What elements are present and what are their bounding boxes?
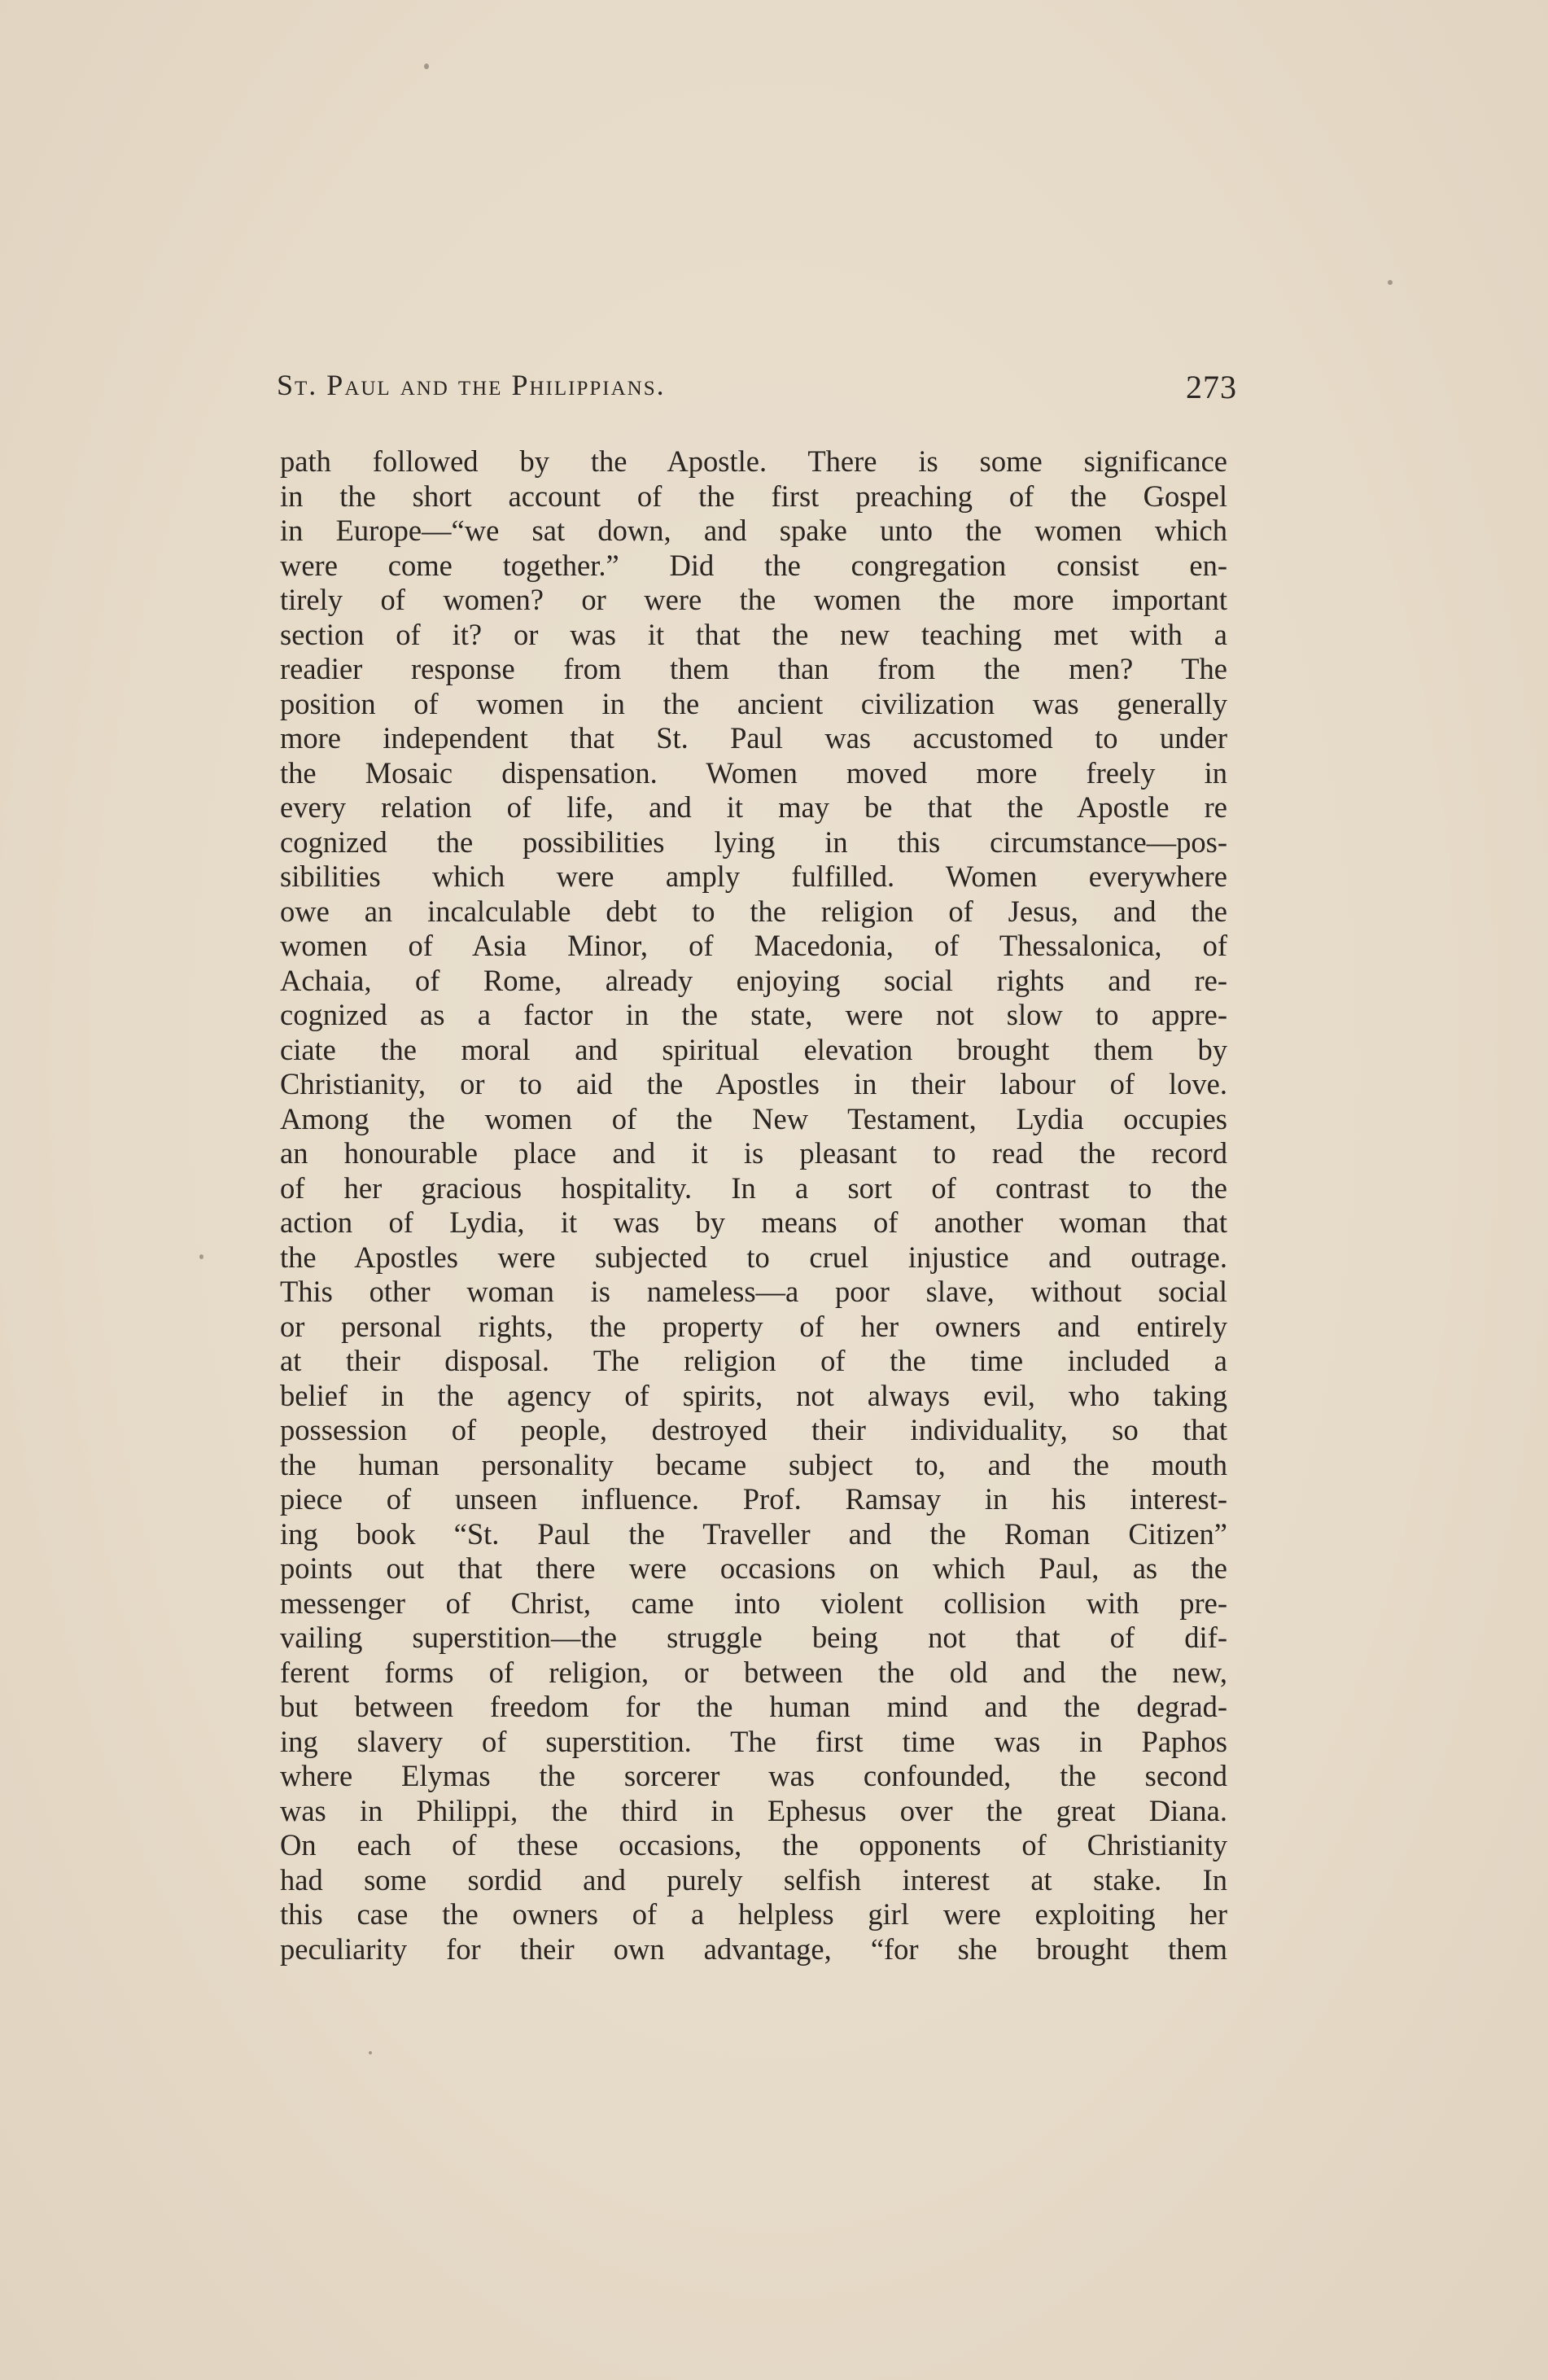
text-line: every relation of life, and it may be that the Apostle re xyxy=(280,790,1227,824)
text-line: where Elymas the sorcerer was confounded, the second xyxy=(280,1759,1227,1792)
text-line: possession of people, destroyed their individuality, so that xyxy=(280,1413,1227,1446)
text-line: this case the owners of a helpless girl were exploiting her xyxy=(280,1897,1227,1931)
text-line: the Mosaic dispensation. Women moved more freely in xyxy=(280,755,1227,790)
text-line: vailing superstition—the struggle being not that of dif- xyxy=(280,1621,1227,1654)
text-line: of her gracious hospitality. In a sort of contrast to the xyxy=(280,1170,1227,1205)
paper-speck xyxy=(1388,280,1393,285)
text-line: in the short account of the first preaching of the Gospel xyxy=(280,479,1227,513)
text-line: ing slavery of superstition. The first time was in Paphos xyxy=(280,1724,1227,1758)
text-line: were come together.” Did the congregation consist en- xyxy=(280,548,1227,582)
text-line: peculiarity for their own advantage, “for she brought them xyxy=(280,1932,1227,1966)
page-number: 273 xyxy=(1186,369,1237,405)
text-line: readier response from them than from the men? The xyxy=(280,652,1227,685)
paper-speck xyxy=(369,2051,372,2054)
text-line: ferent forms of religion, or between the old and the new, xyxy=(280,1655,1227,1689)
text-line: cognized the possibilities lying in this circumstance—pos- xyxy=(280,825,1227,859)
text-line: Christianity, or to aid the Apostles in their labour of love. xyxy=(280,1067,1227,1100)
text-line: cognized as a factor in the state, were not slow to appre- xyxy=(280,998,1227,1031)
text-line: ciate the moral and spiritual elevation brought them by xyxy=(280,1032,1227,1066)
text-line: messenger of Christ, came into violent collision with pre- xyxy=(280,1586,1227,1620)
text-line: was in Philippi, the third in Ephesus over the great Diana. xyxy=(280,1793,1227,1827)
text-line: piece of unseen influence. Prof. Ramsay in his interest- xyxy=(280,1482,1227,1516)
text-line: an honourable place and it is pleasant to read the record xyxy=(280,1136,1227,1170)
text-line: On each of these occasions, the opponents of Christianity xyxy=(280,1828,1227,1862)
paper-speck xyxy=(199,1254,203,1259)
text-line: more independent that St. Paul was accustomed to under xyxy=(280,721,1227,755)
text-line: but between freedom for the human mind and the degrad- xyxy=(280,1690,1227,1723)
body-text xyxy=(280,444,1227,1967)
text-line: women of Asia Minor, of Macedonia, of Thessalonica, of xyxy=(280,929,1227,962)
text-line: the Apostles were subjected to cruel injustice and outrage. xyxy=(280,1240,1227,1274)
text-line: in Europe—“we sat down, and spake unto the women which xyxy=(280,514,1227,547)
text-line: at their disposal. The religion of the time included a xyxy=(280,1344,1227,1377)
text-line: belief in the agency of spirits, not always evil, who taking xyxy=(280,1378,1227,1412)
paper-speck xyxy=(424,63,429,69)
text-line: section of it? or was it that the new teaching met with a xyxy=(280,617,1227,651)
text-line: sibilities which were amply fulfilled. Women everywhere xyxy=(280,860,1227,893)
text-line: path followed by the Apostle. There is some significance xyxy=(280,444,1227,478)
text-line: owe an incalculable debt to the religion of Jesus, and the xyxy=(280,894,1227,928)
text-line: or personal rights, the property of her owners and entirely xyxy=(280,1309,1227,1343)
running-title: St. Paul and the Philippians. xyxy=(277,369,666,401)
text-line: tirely of women? or were the women the more important xyxy=(280,583,1227,616)
text-line: points out that there were occasions on which Paul, as the xyxy=(280,1551,1227,1585)
text-line: had some sordid and purely selfish interest at stake. In xyxy=(280,1862,1227,1897)
text-line: Among the women of the New Testament, Lydia occupies xyxy=(280,1101,1227,1135)
text-line: Achaia, of Rome, already enjoying social rights and re- xyxy=(280,963,1227,997)
text-line: action of Lydia, it was by means of another woman that xyxy=(280,1205,1227,1239)
text-line: position of women in the ancient civilization was generally xyxy=(280,686,1227,720)
text-line: the human personality became subject to, and the mouth xyxy=(280,1447,1227,1481)
text-line: ing book “St. Paul the Traveller and the Roman Citizen” xyxy=(280,1516,1227,1551)
running-head xyxy=(277,368,1237,417)
text-line: This other woman is nameless—a poor slave, without social xyxy=(280,1275,1227,1308)
